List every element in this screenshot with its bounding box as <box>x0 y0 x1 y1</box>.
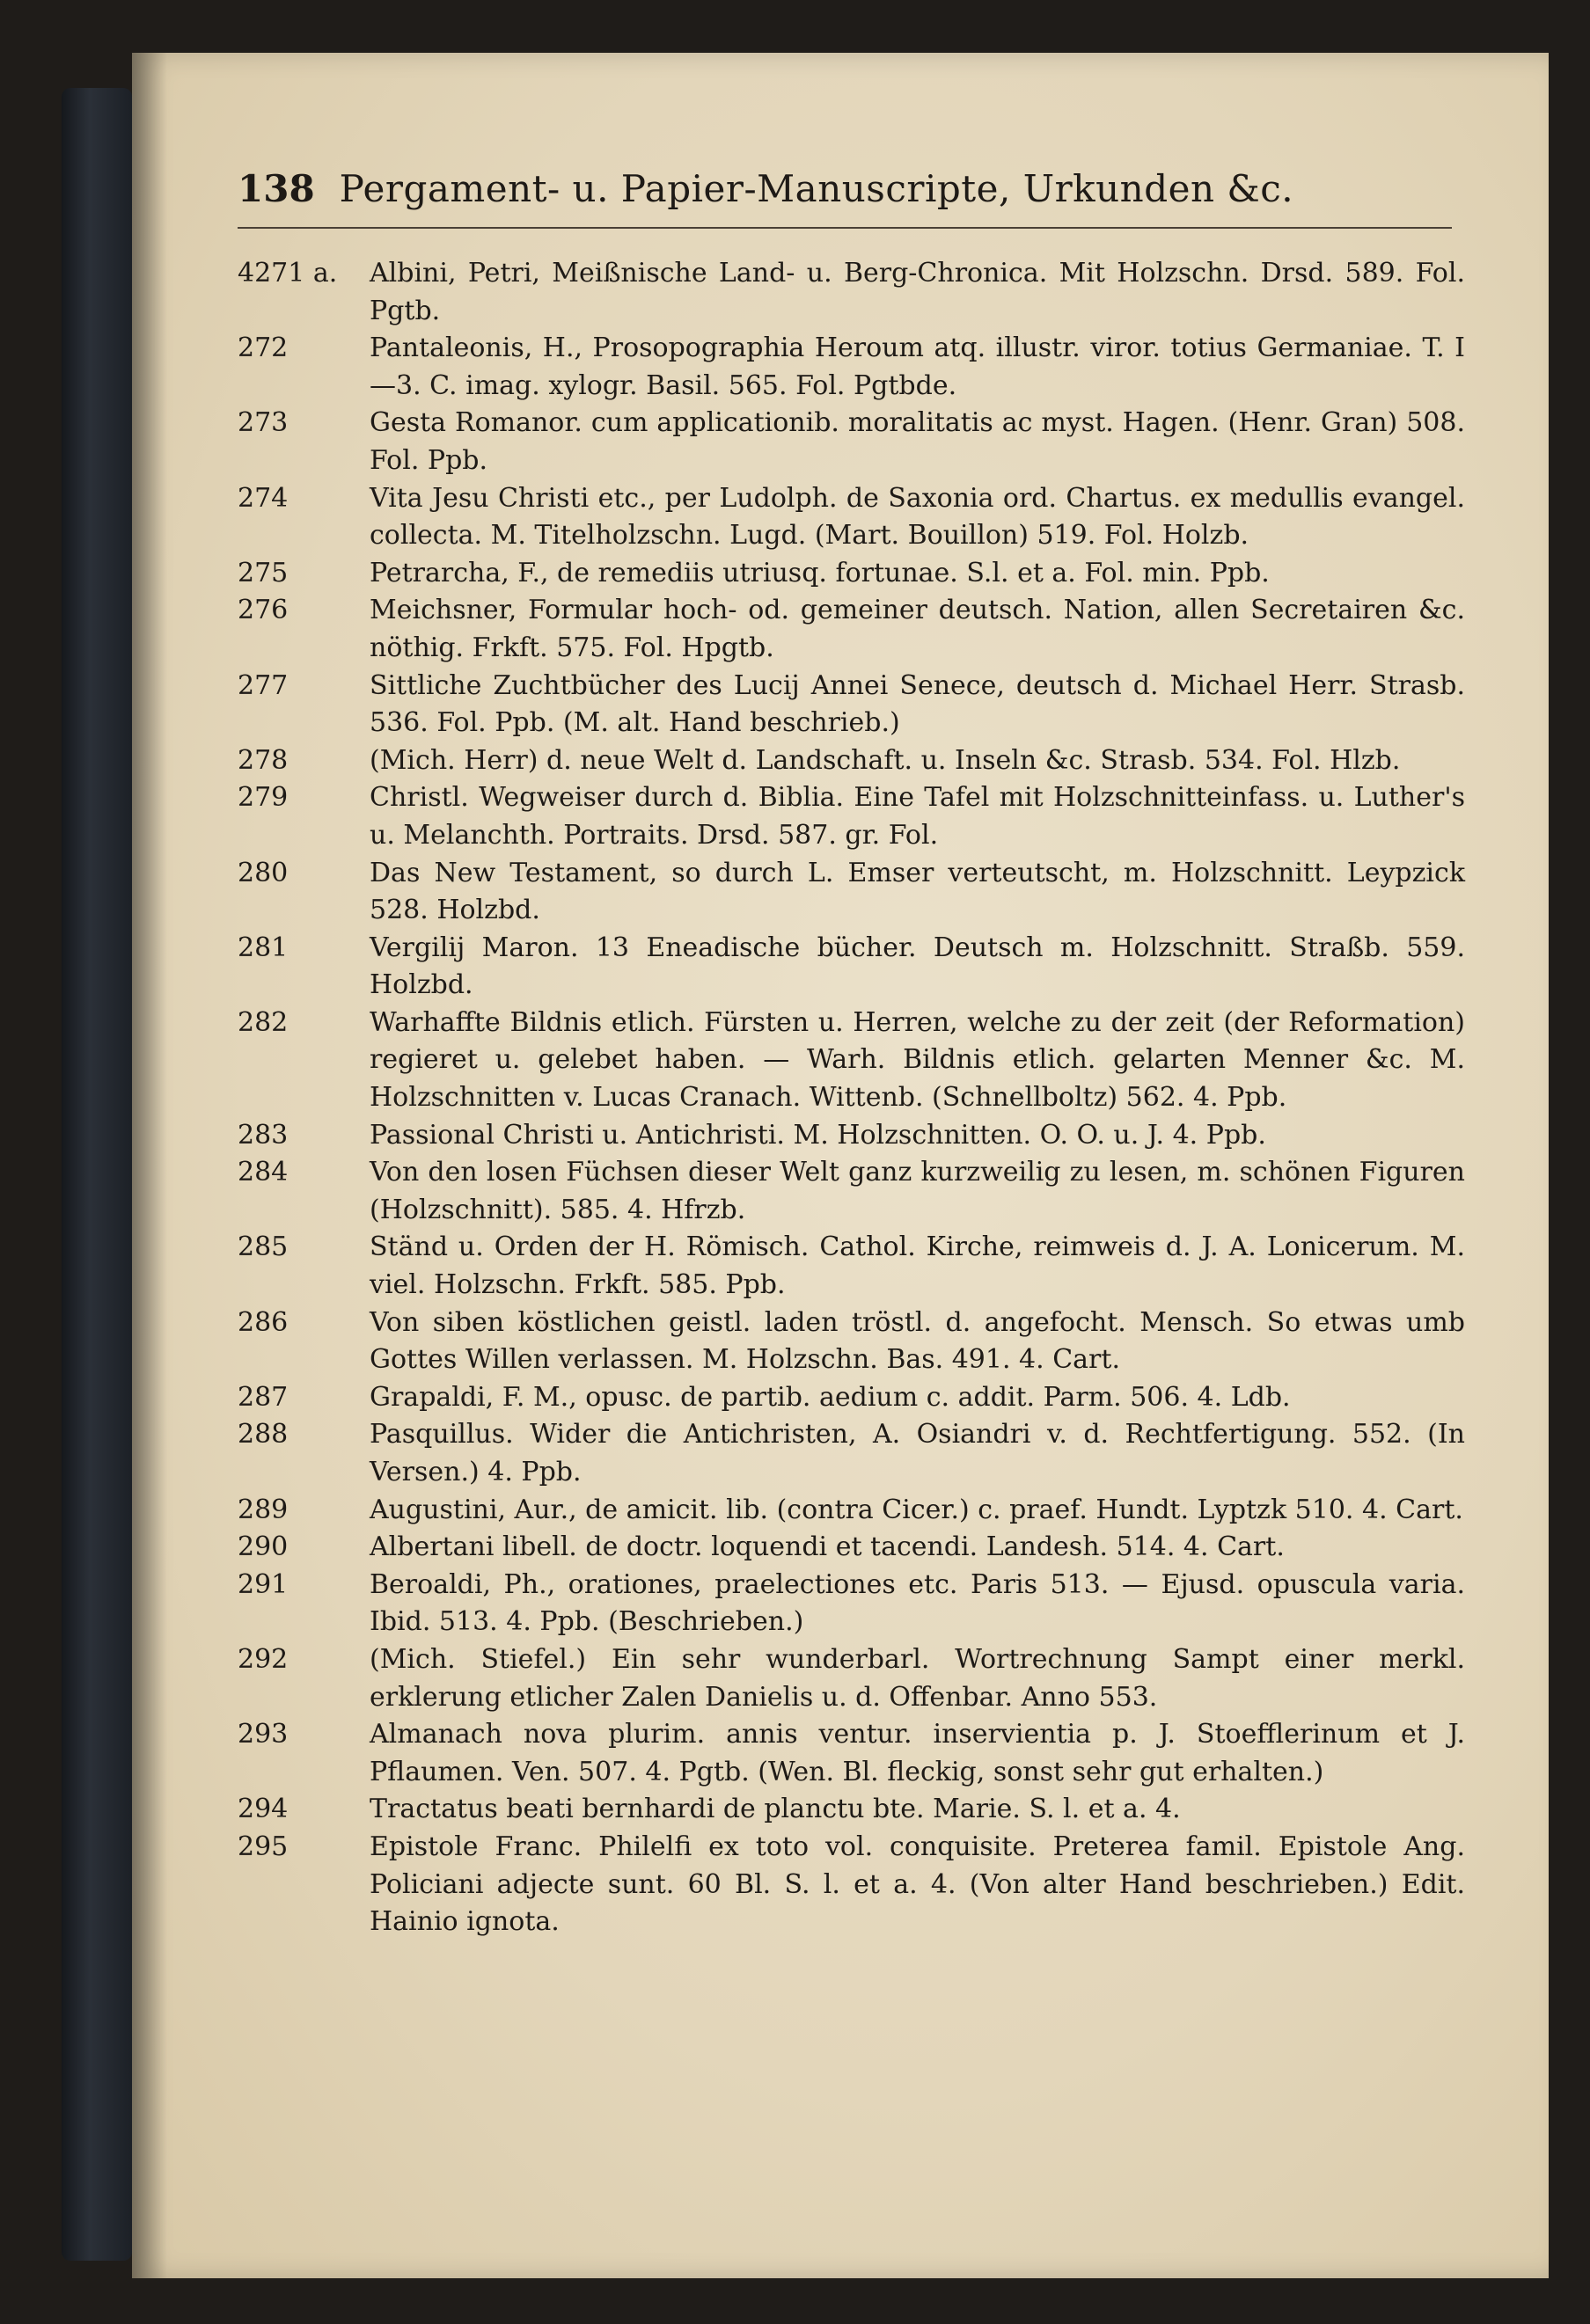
entry-text: Gesta Romanor. cum applicationib. moralitatis ac myst. Hagen. (Henr. Gran) 508. Fol. Ppb. <box>370 407 1465 476</box>
book-spine <box>62 88 132 2261</box>
entry-number: 275 <box>238 557 289 588</box>
catalogue-entry <box>238 1005 1465 1117</box>
catalogue-entry <box>238 255 1465 330</box>
entry-number: 4271 a. <box>238 258 338 289</box>
catalogue-entry <box>238 779 1465 854</box>
catalogue-entry <box>238 1416 1465 1491</box>
entry-number: 292 <box>238 1643 289 1675</box>
entry-number: 279 <box>238 782 289 814</box>
entry-number: 294 <box>238 1794 289 1825</box>
running-title: Pergament- u. Papier-Manuscripte, Urkunden &c. <box>339 167 1294 210</box>
entry-text: Tractatus beati bernhardi de planctu bte. Marie. S. l. et a. 4. <box>370 1794 1181 1825</box>
catalogue-entry <box>238 1229 1465 1304</box>
entry-text: Sittliche Zuchtbücher des Lucij Annei Senece, deutsch d. Michael Herr. Strasb. 536. Fol. Ppb. (M. alt. Hand beschrieb.) <box>370 669 1465 739</box>
entry-text: (Mich. Stiefel.) Ein sehr wunderbarl. Wortrechnung Sampt einer merkl. erklerung etlicher Zalen Danielis u. d. Offenbar. Anno 553. <box>370 1643 1465 1713</box>
entry-text: Albertani libell. de doctr. loquendi et tacendi. Landesh. 514. 4. Cart. <box>370 1531 1285 1563</box>
entry-text: Albini, Petri, Meißnische Land- u. Berg-Chronica. Mit Holzschn. Drsd. 589. Fol. Pgtb. <box>370 258 1465 326</box>
catalogue-entry <box>238 742 1465 780</box>
entry-text: Augustini, Aur., de amicit. lib. (contra Cicer.) c. praef. Hundt. Lyptzk 510. 4. Cart. <box>370 1494 1463 1525</box>
catalogue-entry <box>238 1716 1465 1791</box>
catalogue-entry <box>238 592 1465 667</box>
entry-number: 273 <box>238 407 289 439</box>
catalogue-entry <box>238 555 1465 593</box>
entry-number: 285 <box>238 1231 289 1263</box>
entry-number: 291 <box>238 1568 289 1600</box>
catalogue-entry <box>238 1117 1465 1155</box>
catalogue-entry <box>238 930 1465 1005</box>
page-header <box>238 167 1443 220</box>
entry-number: 284 <box>238 1157 289 1188</box>
entry-number: 288 <box>238 1419 289 1451</box>
gutter-shadow <box>132 53 167 2278</box>
entry-text: Vita Jesu Christi etc., per Ludolph. de Saxonia ord. Chartus. ex medullis evangel. collecta. M. Titelholzschn. Lugd. (Mart. Bouillon) 519. Fol. Holzb. <box>370 482 1465 552</box>
entry-number: 287 <box>238 1381 289 1413</box>
entry-text: Meichsner, Formular hoch- od. gemeiner deutsch. Nation, allen Secretairen &c. nöthig. Frkft. 575. Fol. Hpgtb. <box>370 595 1465 663</box>
catalogue-entry <box>238 855 1465 930</box>
page-number: 138 <box>238 167 315 210</box>
entry-text: (Mich. Herr) d. neue Welt d. Landschaft. u. Inseln &c. Strasb. 534. Fol. Hlzb. <box>370 744 1401 776</box>
entry-text: Epistole Franc. Philelfi ex toto vol. conquisite. Preterea famil. Epistole Ang. Policiani adjecte sunt. 60 Bl. S. l. et a. 4. (Von alter Hand beschrieben.) Edit. Hainio ignota. <box>370 1831 1465 1938</box>
entry-number: 290 <box>238 1531 289 1563</box>
entry-text: Vergilij Maron. 13 Eneadische bücher. Deutsch m. Holzschnitt. Straßb. 559. Holzbd. <box>370 932 1465 1001</box>
catalogue-entry <box>238 1154 1465 1229</box>
entry-text: Almanach nova plurim. annis ventur. inservientia p. J. Stoefflerinum et J. Pflaumen. Ven. 507. 4. Pgtb. (Wen. Bl. fleckig, sonst sehr gut erhalten.) <box>370 1719 1465 1787</box>
entry-text: Warhaffte Bildnis etlich. Fürsten u. Herren, welche zu der zeit (der Reformation) regieret u. gelebet haben. — Warh. Bildnis etlich. gelarten Menner &c. M. Holzschnitten v. Lucas Cranach. Wittenb. (Schnellboltz) 562. 4. Ppb. <box>370 1006 1465 1114</box>
entry-number: 278 <box>238 744 289 776</box>
entry-number: 280 <box>238 857 289 888</box>
entry-number: 281 <box>238 932 289 963</box>
entry-number: 277 <box>238 669 289 701</box>
entry-text: Grapaldi, F. M., opusc. de partib. aedium c. addit. Parm. 506. 4. Ldb. <box>370 1381 1291 1413</box>
entry-text: Pantaleonis, H., Prosopographia Heroum atq. illustr. viror. totius Germaniae. T. I—3. C. imag. xylogr. Basil. 565. Fol. Pgtbde. <box>370 333 1465 401</box>
catalogue-entry <box>238 1567 1465 1641</box>
catalogue-entry <box>238 1791 1465 1829</box>
entry-number: 293 <box>238 1719 289 1750</box>
entry-number: 274 <box>238 482 289 514</box>
entry-number: 286 <box>238 1306 289 1338</box>
entry-text: Ständ u. Orden der H. Römisch. Cathol. Kirche, reimweis d. J. A. Lonicerum. M. viel. Holzschn. Frkft. 585. Ppb. <box>370 1231 1465 1301</box>
catalogue-entry <box>238 1529 1465 1567</box>
catalogue-entry <box>238 480 1465 555</box>
entry-number: 276 <box>238 595 289 626</box>
entry-text: Christl. Wegweiser durch d. Biblia. Eine Tafel mit Holzschnitteinfass. u. Luther's u. Melanchth. Portraits. Drsd. 587. gr. Fol. <box>370 782 1465 851</box>
entry-text: Von den losen Füchsen dieser Welt ganz kurzweilig zu lesen, m. schönen Figuren (Holzschnitt). 585. 4. Hfrzb. <box>370 1157 1465 1225</box>
entry-text: Das New Testament, so durch L. Emser verteutscht, m. Holzschnitt. Leypzick 528. Holzbd. <box>370 857 1465 926</box>
catalogue-entries <box>238 255 1465 1941</box>
entry-text: Beroaldi, Ph., orationes, praelectiones etc. Paris 513. — Ejusd. opuscula varia. Ibid. 513. 4. Ppb. (Beschrieben.) <box>370 1568 1465 1638</box>
entry-text: Passional Christi u. Antichristi. M. Holzschnitten. O. O. u. J. 4. Ppb. <box>370 1119 1266 1151</box>
entry-number: 283 <box>238 1119 289 1151</box>
entry-number: 295 <box>238 1831 289 1862</box>
catalogue-entry <box>238 1305 1465 1379</box>
entry-number: 282 <box>238 1006 289 1038</box>
catalogue-entry <box>238 1492 1465 1530</box>
catalogue-entry <box>238 1641 1465 1716</box>
catalogue-entry <box>238 668 1465 742</box>
entry-text: Petrarcha, F., de remediis utriusq. fortunae. S.l. et a. Fol. min. Ppb. <box>370 557 1270 588</box>
header-rule <box>238 227 1452 229</box>
catalogue-entry <box>238 1829 1465 1941</box>
entry-number: 272 <box>238 333 289 364</box>
entry-text: Pasquillus. Wider die Antichristen, A. Osiandri v. d. Rechtfertigung. 552. (In Versen.) 4. Ppb. <box>370 1419 1465 1487</box>
entry-text: Von siben köstlichen geistl. laden tröstl. d. angefocht. Mensch. So etwas umb Gottes Willen verlassen. M. Holzschn. Bas. 491. 4. Cart. <box>370 1306 1465 1376</box>
catalogue-entry <box>238 330 1465 405</box>
catalogue-entry <box>238 405 1465 479</box>
entry-number: 289 <box>238 1494 289 1525</box>
catalogue-entry <box>238 1379 1465 1417</box>
